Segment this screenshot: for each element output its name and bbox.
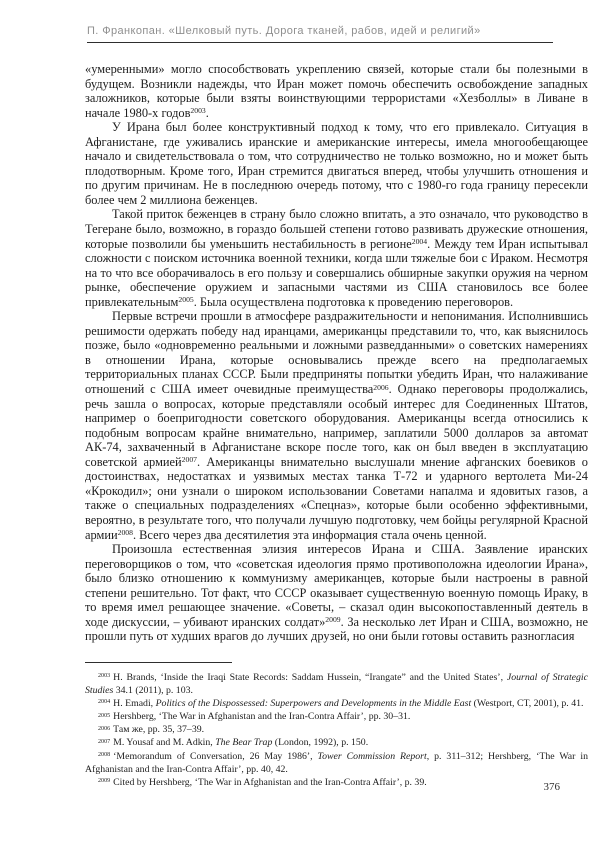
italic-text: Politics of the Dispossessed: Superpowers and Developments in the Middle East [155,698,472,710]
footnote-ref: 2007 [181,455,198,465]
footnote-separator [85,662,232,663]
body-paragraph: У Ирана был более конструктивный подход к тому, что его привлекало. Ситуация в Афганистане, где уживались иранские и американские интересы, имела многообещающее начало и свидетельствовала о том, что сотрудничество не только возможно, но и может быть плодотворным. Кроме того, Иран стремится двигаться вперед, чтобы улучшить отношения и по другим причинам. Не в последнюю очередь потому, что с 1980-го года границу пересекли более чем 2 миллиона беженцев. [85,120,588,207]
footnotes [85,671,588,789]
footnote: $^{2005}$ Hershberg, ‘The War in Afghanistan and the Iran-Contra Affair’, pp. 30–31. [98,711,411,723]
footnote-ref: 2004 [411,237,428,247]
italic-text: The Bear Trap [215,737,273,749]
footnote-ref: 2003 [190,106,206,116]
page-number: 376 [543,781,560,793]
footnote-number: 2005 [98,712,111,719]
footnote-ref: 2008 [117,528,133,538]
footnote-ref: 2005 [178,295,194,305]
body-paragraph: «умеренными» могло способствовать укреплению связей, которые стали бы полезными в будущем. Возникли надежды, что Иран может помочь обеспечить освобождение западных заложников, которые были взяты воинствующими террористами «Хезболлы» в Ливане в начале 1980-х годов$^{2003}$. [85,62,588,120]
footnote: $^{2007}$ M. Yousaf and M. Adkin, The Bear Trap (London, 1992), p. 150. [98,737,369,749]
italic-text: Tower Commission Report [317,750,427,762]
footnote: $^{2004}$ H. Emadi, Politics of the Dispossessed: Superpowers and Developments in the Middle East (Westport, CT, 2001), p. 41. [98,698,584,710]
body-paragraph: Первые встречи прошли в атмосфере раздражительности и непонимания. Исполнившись решимости одержать победу над иранцами, американцы представили то, что, как выяснилось позже, было «одновременно реальными и ложными разведданными» о советских намерениях в отношении Ирана, которые основывались прежде всего на предполагаемых территориальных планах СССР. Были предприняты попытки убедить Иран, что налаживание отношений с США имеет очевидные преимущества$^{2006}$. Однако переговоры продолжались, речь зашла о вопросах, которые представляли особый интерес для Соединенных Штатов, например о боепригодности советского оборудования. Американцы всегда относились к подобным вопросам крайне внимательно, например, заплатили 5000 долларов за автомат АК-74, захваченный в Афганистане вскоре после того, как он был введен в эксплуатацию советской армией$^{2007}$. Американцы внимательно выслушали мнение афганских боевиков о достоинствах, недостатках и уязвимых местах танка Т-72 и ударного вертолета Ми-24 «Крокодил»; они узнали о широком использовании Советами напалма и ядовитых газов, а также о специальных подразделениях «Спецназ», которые были особенно эффективными, вероятно, в результате того, что получали лучшую подготовку, чем бойцы регулярной Красной армии$^{2008}$. Всего через два десятилетия эта информация стала очень ценной. [85,309,588,542]
footnote-ref: 2006 [373,382,389,392]
italic-text: Journal of Strategic Studies [85,672,588,697]
header-rule [87,42,553,43]
body-paragraph: Произошла естественная элизия интересов Ирана и США. Заявление иранских переговорщиков о том, что «советская идеология прямо противоположна идеологии Ирана», было близко отношению к коммунизму американцев, которые были настроены в равной степени решительно. Тот факт, что СССР оказывает существенную военную помощь Ираку, в то время имел решающее значение. «Советы, – сказал один высокопоставленный деятель в ходе дискуссии, – убивают иранских солдат»$^{2009}$. За несколько лет Иран и США, возможно, не прошли путь от худших врагов до лучших друзей, но они были готовы оставить разногласия [85,542,588,644]
footnote-number: 2008 [98,751,111,758]
footnote-number: 2004 [98,699,111,706]
footnote-number: 2006 [98,725,111,732]
footnote-number: 2007 [98,738,111,745]
footnote-number: 2003 [98,673,111,680]
footnote: $^{2003}$ H. Brands, ‘Inside the Iraqi State Records: Saddam Hussein, “Irangate” and the United States’, Journal of Strategic Studies 34.1 (2011), p. 103. [85,672,588,697]
body-text [85,62,588,660]
footnote: $^{2008}$ ‘Memorandum of Conversation, 26 May 1986’, Tower Commission Report, p. 311–312; Hershberg, ‘The War in Afghanistan and the Iran-Contra Affair’, pp. 40, 42. [85,750,588,775]
running-header: П. Франкопан. «Шелковый путь. Дорога тканей, рабов, идей и религий» [87,25,481,37]
footnote-ref: 2009 [325,615,341,625]
footnote: $^{2009}$ Cited by Hershberg, ‘The War in Afghanistan and the Iran-Contra Affair’, p. 39. [98,776,427,788]
footnote: $^{2006}$ Там же, pp. 35, 37–39. [98,724,205,736]
footnote-number: 2009 [98,778,111,785]
body-paragraph: Такой приток беженцев в страну было сложно впитать, а это означало, что руководство в Тегеране было, возможно, в гораздо большей степени готово развивать дружеские отношения, которые позволили бы уменьшить нестабильность в регионе$^{2004}$. Между тем Иран испытывал сложности с поиском источника военной техники, когда шли тяжелые бои с Ираком. Несмотря на то что все оборачивалось в его пользу и совершались обширные закупки оружия на черном рынке, обеспечение оружием и запасными частями из США становилось все более привлекательным$^{2005}$. Была осуществлена подготовка к проведению переговоров. [85,207,588,309]
